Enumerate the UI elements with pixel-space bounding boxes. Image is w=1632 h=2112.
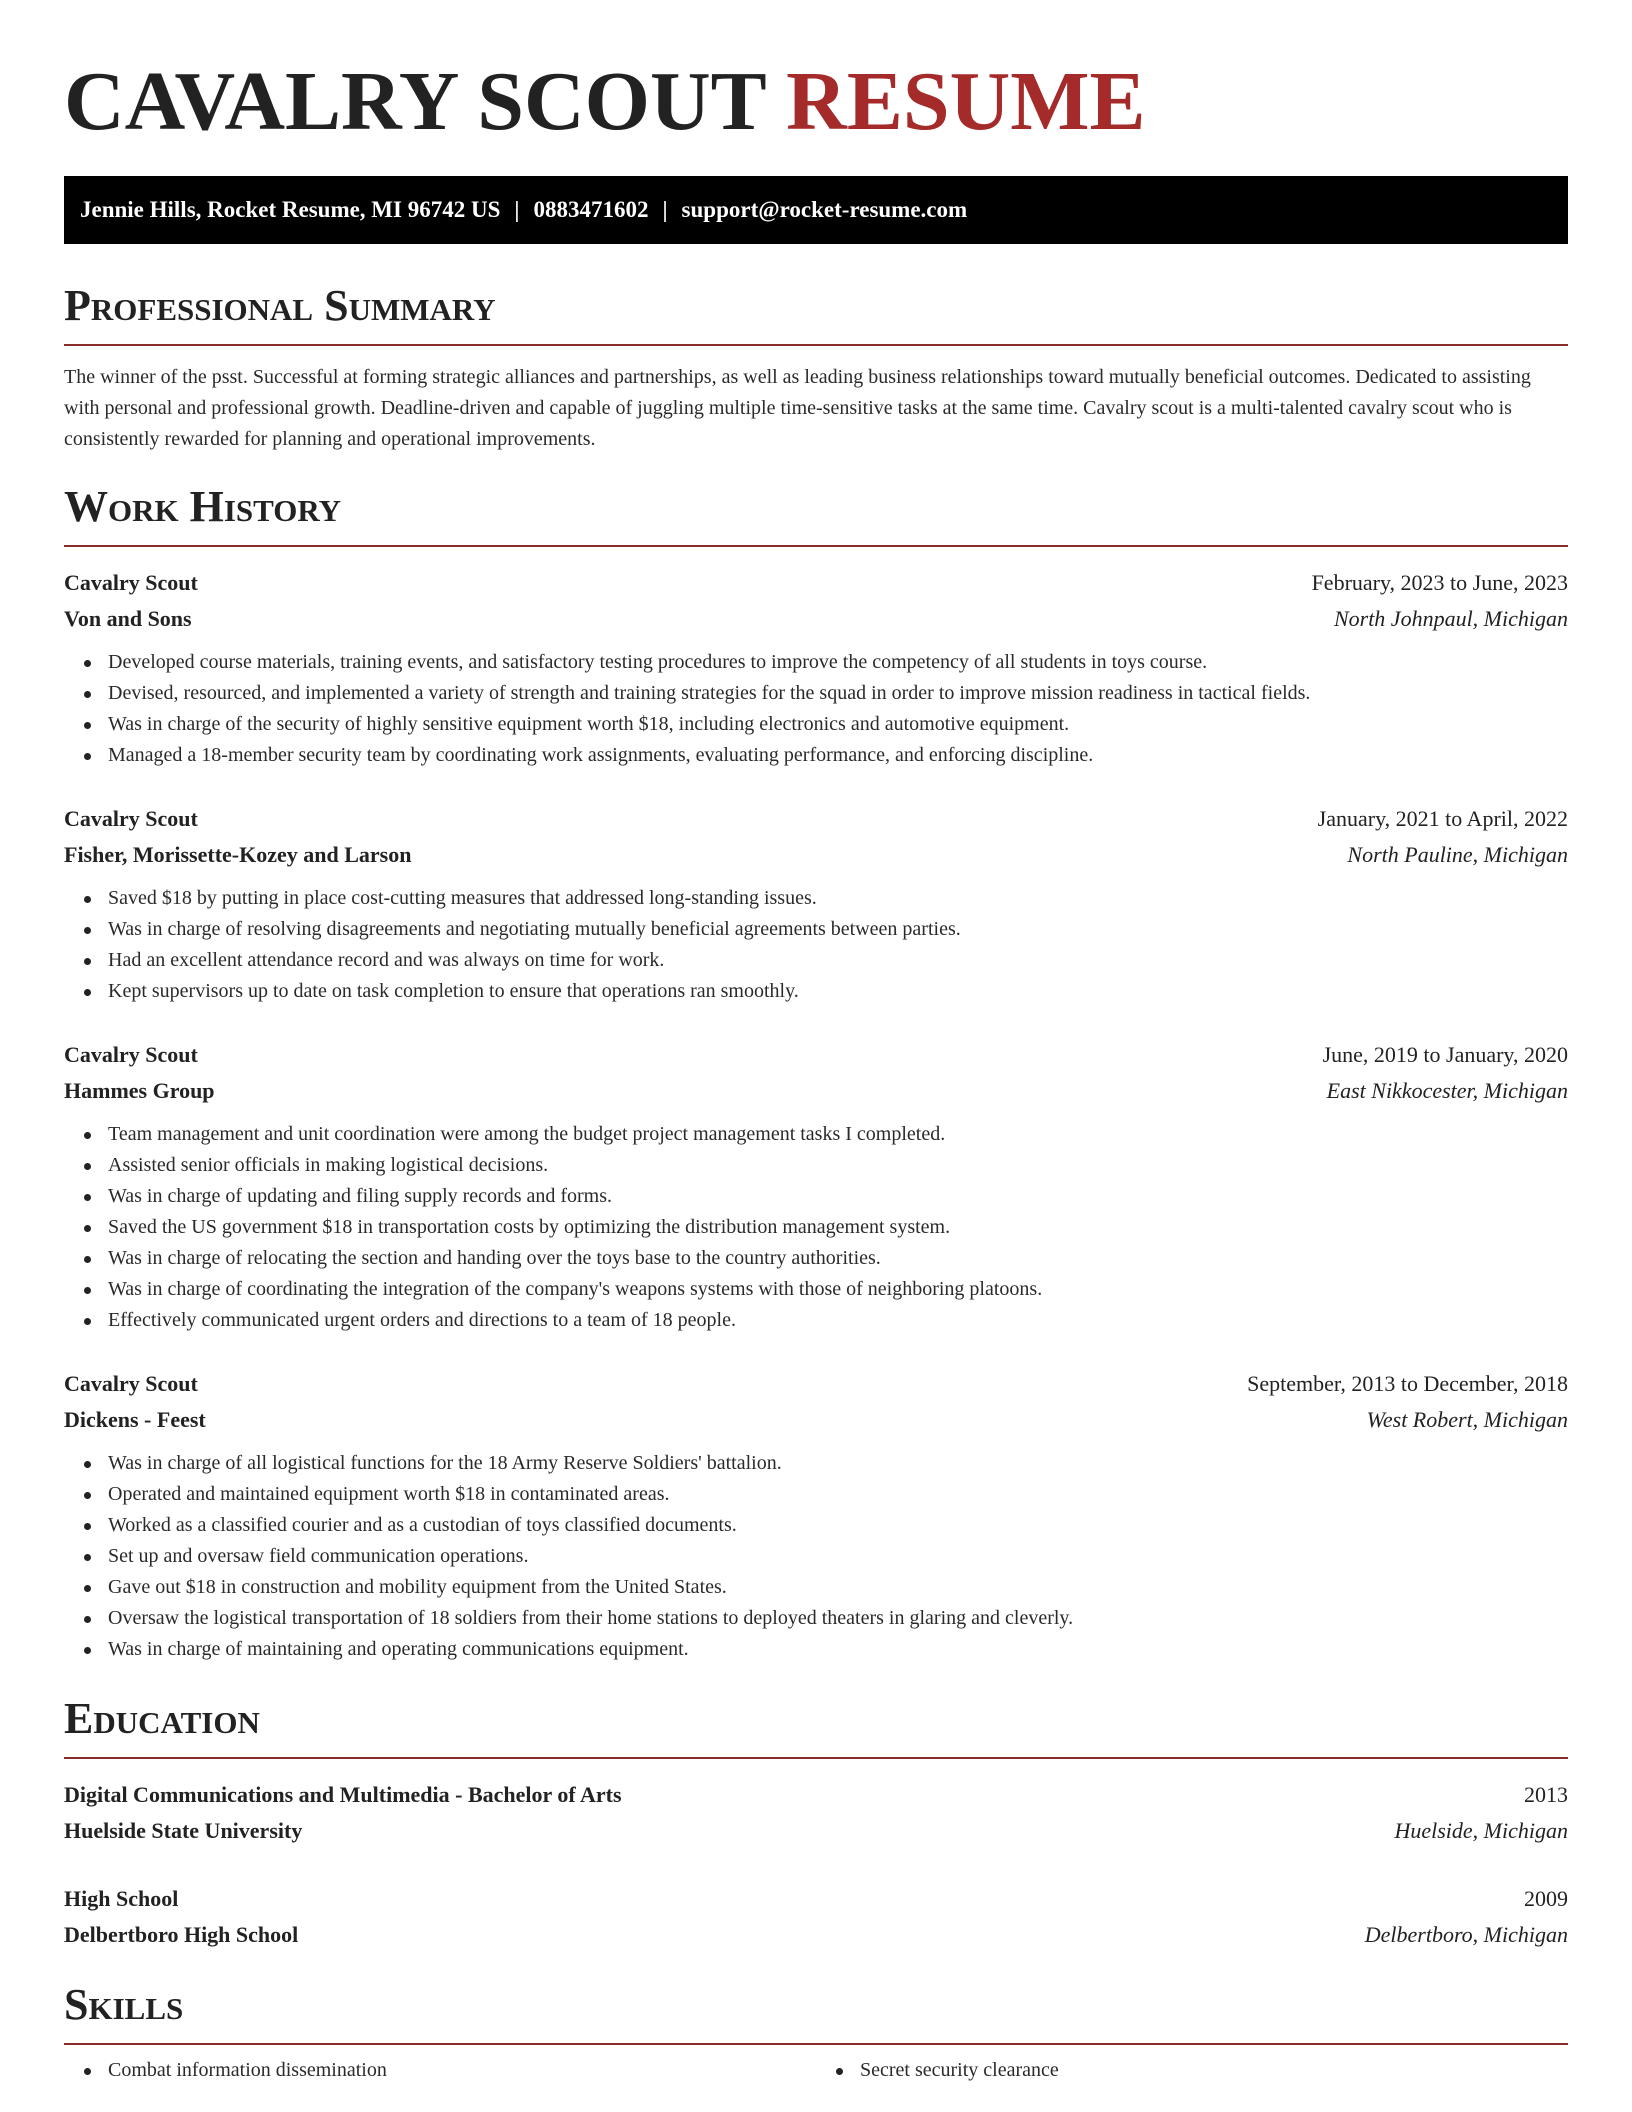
job-bullet: Saved $18 by putting in place cost-cutting measures that addressed long-standing issues. bbox=[108, 883, 1568, 914]
job-entry bbox=[64, 1037, 1568, 1336]
job-location: North Pauline, Michigan bbox=[1347, 842, 1568, 867]
contact-separator: | bbox=[662, 197, 668, 222]
job-bullet: Had an excellent attendance record and was always on time for work. bbox=[108, 945, 1568, 976]
job-company: Dickens - Feest bbox=[64, 1407, 206, 1432]
education-school: Huelside State University bbox=[64, 1818, 303, 1843]
education-section bbox=[64, 1693, 1568, 1953]
education-degree: Digital Communications and Multimedia - Bachelor of Arts bbox=[64, 1782, 622, 1807]
job-subheader bbox=[64, 601, 1568, 637]
job-location: North Johnpaul, Michigan bbox=[1333, 606, 1568, 631]
skills-list-right bbox=[816, 2055, 1568, 2086]
job-bullet: Was in charge of the security of highly sensitive equipment worth $18, including electronics and automotive equipment. bbox=[108, 709, 1568, 740]
job-bullet: Oversaw the logistical transportation of 18 soldiers from their home stations to deployed theaters in glaring and cleverly. bbox=[108, 1603, 1568, 1634]
title-main: CAVALRY SCOUT bbox=[64, 55, 766, 148]
job-header bbox=[64, 1366, 1568, 1402]
skills-list-left bbox=[64, 2055, 816, 2086]
education-subheader bbox=[64, 1917, 1568, 1953]
job-bullets bbox=[64, 647, 1568, 771]
job-bullet: Kept supervisors up to date on task completion to ensure that operations ran smoothly. bbox=[108, 976, 1568, 1007]
job-entry bbox=[64, 565, 1568, 771]
education-header bbox=[64, 1881, 1568, 1917]
skills-section bbox=[64, 1979, 1568, 2086]
job-company: Hammes Group bbox=[64, 1078, 215, 1103]
section-divider bbox=[64, 545, 1568, 547]
contact-separator: | bbox=[514, 197, 520, 222]
job-dates: January, 2021 to April, 2022 bbox=[1317, 806, 1568, 831]
job-bullet: Was in charge of updating and filing supply records and forms. bbox=[108, 1181, 1568, 1212]
summary-section bbox=[64, 280, 1568, 455]
section-divider bbox=[64, 344, 1568, 346]
education-location: Huelside, Michigan bbox=[1394, 1818, 1568, 1843]
job-bullet: Was in charge of coordinating the integration of the company's weapons systems with those of neighboring platoons. bbox=[108, 1274, 1568, 1305]
job-bullet: Was in charge of relocating the section and handing over the toys base to the country authorities. bbox=[108, 1243, 1568, 1274]
job-entry bbox=[64, 801, 1568, 1007]
job-bullet: Was in charge of all logistical functions for the 18 Army Reserve Soldiers' battalion. bbox=[108, 1448, 1568, 1479]
resume-page bbox=[64, 0, 1568, 2086]
summary-text: The winner of the psst. Successful at forming strategic alliances and partnerships, as well as leading business relationships toward mutually beneficial outcomes. Dedicated to assisting with personal and professional growth. Deadline-driven and capable of juggling multiple time-sensitive tasks at the same time. Cavalry scout is a multi-talented cavalry scout who is consistently rewarded for planning and operational improvements. bbox=[64, 366, 1531, 450]
job-bullets bbox=[64, 1119, 1568, 1336]
education-year: 2013 bbox=[1524, 1782, 1568, 1807]
education-entry bbox=[64, 1777, 1568, 1849]
contact-phone: 0883471602 bbox=[533, 197, 649, 222]
job-subheader bbox=[64, 1073, 1568, 1109]
job-bullet: Saved the US government $18 in transportation costs by optimizing the distribution management system. bbox=[108, 1212, 1568, 1243]
job-bullet: Effectively communicated urgent orders and directions to a team of 18 people. bbox=[108, 1305, 1568, 1336]
job-location: West Robert, Michigan bbox=[1366, 1407, 1568, 1432]
job-bullet: Operated and maintained equipment worth $18 in contaminated areas. bbox=[108, 1479, 1568, 1510]
job-dates: June, 2019 to January, 2020 bbox=[1322, 1042, 1568, 1067]
job-dates: September, 2013 to December, 2018 bbox=[1247, 1371, 1568, 1396]
skill-item: Secret security clearance bbox=[860, 2055, 1568, 2086]
job-bullets bbox=[64, 1448, 1568, 1665]
skill-item: Combat information dissemination bbox=[108, 2055, 816, 2086]
education-degree: High School bbox=[64, 1886, 179, 1911]
job-title: Cavalry Scout bbox=[64, 570, 198, 595]
section-divider bbox=[64, 1757, 1568, 1759]
education-header bbox=[64, 1777, 1568, 1813]
section-heading-work-history: Work History bbox=[64, 482, 342, 531]
job-subheader bbox=[64, 837, 1568, 873]
job-location: East Nikkocester, Michigan bbox=[1326, 1078, 1568, 1103]
education-subheader bbox=[64, 1813, 1568, 1849]
job-header bbox=[64, 801, 1568, 837]
job-entry bbox=[64, 1366, 1568, 1665]
contact-address: Jennie Hills, Rocket Resume, MI 96742 US bbox=[80, 197, 501, 222]
job-bullet: Developed course materials, training events, and satisfactory testing procedures to improve the competency of all students in toys course. bbox=[108, 647, 1568, 678]
job-bullet: Gave out $18 in construction and mobility equipment from the United States. bbox=[108, 1572, 1568, 1603]
job-company: Von and Sons bbox=[64, 606, 192, 631]
job-company: Fisher, Morissette-Kozey and Larson bbox=[64, 842, 412, 867]
section-divider bbox=[64, 2043, 1568, 2045]
job-bullets bbox=[64, 883, 1568, 1007]
job-bullet: Devised, resourced, and implemented a variety of strength and training strategies for the squad in order to improve mission readiness in tactical fields. bbox=[108, 678, 1568, 709]
education-year: 2009 bbox=[1524, 1886, 1568, 1911]
job-bullet: Set up and oversaw field communication operations. bbox=[108, 1541, 1568, 1572]
job-header bbox=[64, 565, 1568, 601]
contact-bar bbox=[64, 176, 1568, 244]
work-history-section bbox=[64, 481, 1568, 1665]
education-school: Delbertboro High School bbox=[64, 1922, 299, 1947]
job-title: Cavalry Scout bbox=[64, 1371, 198, 1396]
title-accent: RESUME bbox=[786, 55, 1146, 148]
job-title: Cavalry Scout bbox=[64, 1042, 198, 1067]
job-dates: February, 2023 to June, 2023 bbox=[1311, 570, 1568, 595]
job-subheader bbox=[64, 1402, 1568, 1438]
resume-title bbox=[64, 0, 1568, 152]
section-heading-summary: Professional Summary bbox=[64, 281, 496, 330]
section-heading-skills: Skills bbox=[64, 1980, 184, 2029]
job-bullet: Team management and unit coordination were among the budget project management tasks I completed. bbox=[108, 1119, 1568, 1150]
job-bullet: Was in charge of maintaining and operating communications equipment. bbox=[108, 1634, 1568, 1665]
job-bullet: Managed a 18-member security team by coordinating work assignments, evaluating performance, and enforcing discipline. bbox=[108, 740, 1568, 771]
job-header bbox=[64, 1037, 1568, 1073]
education-location: Delbertboro, Michigan bbox=[1364, 1922, 1568, 1947]
job-title: Cavalry Scout bbox=[64, 806, 198, 831]
skills-columns bbox=[64, 2055, 1568, 2086]
contact-email: support@rocket-resume.com bbox=[681, 197, 968, 222]
job-bullet: Was in charge of resolving disagreements and negotiating mutually beneficial agreements between parties. bbox=[108, 914, 1568, 945]
job-bullet: Assisted senior officials in making logistical decisions. bbox=[108, 1150, 1568, 1181]
section-heading-education: Education bbox=[64, 1694, 260, 1743]
education-entry bbox=[64, 1881, 1568, 1953]
job-bullet: Worked as a classified courier and as a custodian of toys classified documents. bbox=[108, 1510, 1568, 1541]
